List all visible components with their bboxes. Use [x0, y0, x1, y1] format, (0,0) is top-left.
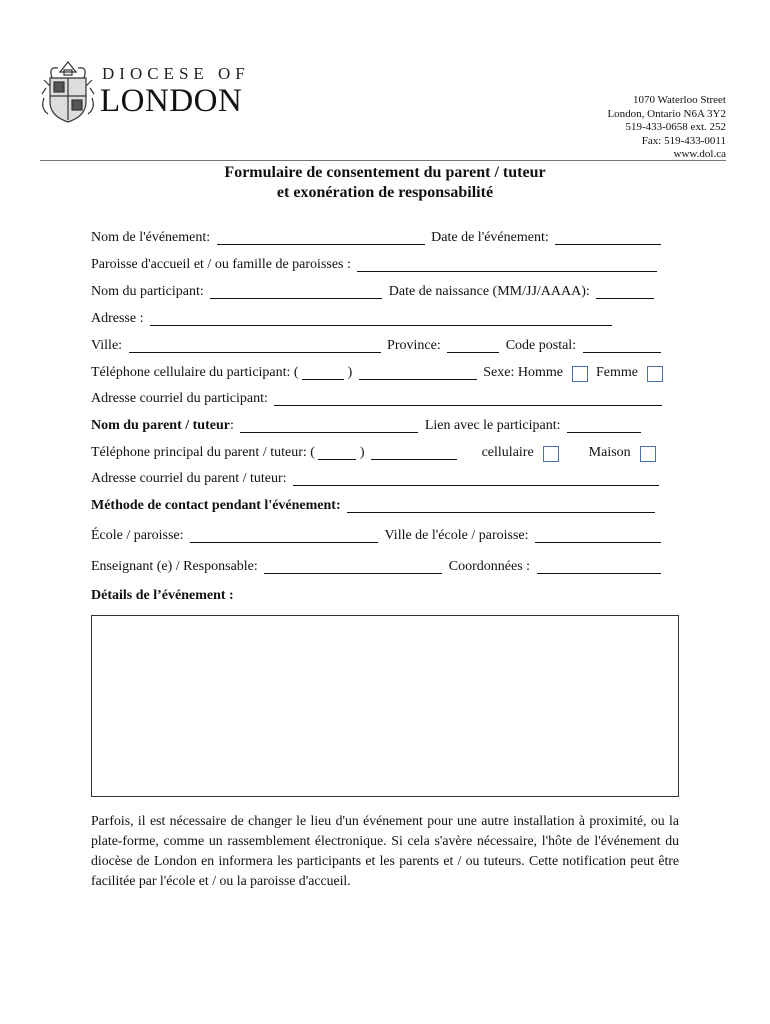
male-checkbox[interactable]	[572, 366, 588, 382]
row-participant	[91, 283, 677, 301]
form-title-line1: Formulaire de consentement du parent / tuteur	[224, 164, 546, 181]
teacher-label: Enseignant (e) / Responsable:	[91, 559, 258, 574]
address-field[interactable]	[150, 312, 612, 326]
parent-name-label: Nom du parent / tuteur	[91, 418, 230, 433]
parent-area-code-field[interactable]	[318, 446, 356, 460]
header-divider	[40, 160, 726, 161]
postal-code-label: Code postal:	[505, 338, 577, 353]
contact-method-label: Méthode de contact pendant l'événement:	[91, 498, 341, 513]
contact-method-field[interactable]	[347, 499, 655, 513]
province-label: Province:	[387, 338, 441, 353]
school-label: École / paroisse:	[91, 528, 184, 543]
parent-name-colon: :	[229, 418, 234, 433]
event-name-field[interactable]	[217, 231, 425, 245]
province-field[interactable]	[447, 339, 499, 353]
row-participant-email	[91, 390, 677, 408]
row-parent-email	[91, 470, 677, 488]
participant-cell-label: Téléphone cellulaire du participant: (	[91, 365, 299, 380]
participant-cell-field[interactable]	[359, 366, 477, 380]
row-host-parish	[91, 256, 677, 274]
city-label: Ville:	[91, 338, 123, 353]
event-details-label: Détails de l’événement :	[91, 588, 234, 603]
row-parent-phone	[91, 444, 677, 462]
participant-email-label: Adresse courriel du participant:	[91, 391, 268, 406]
row-address	[91, 310, 677, 328]
participant-area-code-field[interactable]	[302, 366, 344, 380]
notice-paragraph: Parfois, il est nécessaire de changer le lieu d'un événement pour une autre installation à proximité, ou la plate-forme, comme un rassemblement électronique. Si cela s'avère nécessaire, l'hôte de l'événement du diocèse de London en informera les participants et les parents et / ou tuteurs. Cette notification peut être facilitée par l'école et / ou la paroisse d'accueil.	[91, 813, 679, 888]
address-city: London, Ontario N6A 3Y2	[607, 107, 726, 120]
participant-email-field[interactable]	[274, 392, 662, 406]
participant-name-field[interactable]	[210, 285, 382, 299]
city-field[interactable]	[129, 339, 381, 353]
address-website[interactable]: www.dol.ca	[673, 148, 726, 161]
logo-text-main: LONDON	[100, 83, 243, 119]
row-event-details	[91, 587, 677, 605]
home-checkbox[interactable]	[640, 446, 656, 462]
event-details-box[interactable]	[91, 615, 679, 797]
coordinates-label: Coordonnées :	[448, 559, 531, 574]
parent-phone-field[interactable]	[371, 446, 457, 460]
address-street: 1070 Waterloo Street	[632, 94, 726, 106]
diocese-crest-icon	[40, 58, 96, 126]
host-parish-field[interactable]	[357, 258, 657, 272]
diocese-address	[607, 94, 726, 162]
parent-email-label: Adresse courriel du parent / tuteur:	[91, 471, 287, 486]
event-name-label: Nom de l'événement:	[91, 230, 211, 245]
row-teacher	[91, 558, 677, 576]
teacher-field[interactable]	[264, 560, 442, 574]
parent-email-field[interactable]	[293, 472, 659, 486]
cell-checkbox[interactable]	[543, 446, 559, 462]
school-city-field[interactable]	[535, 529, 661, 543]
school-field[interactable]	[190, 529, 378, 543]
cell-label: cellulaire	[481, 445, 534, 460]
event-date-field[interactable]	[555, 231, 661, 245]
paren-close: )	[347, 365, 353, 380]
row-contact-method	[91, 497, 677, 515]
host-parish-label: Paroisse d'accueil et / ou famille de paroisses :	[91, 257, 351, 272]
parent-phone-label: Téléphone principal du parent / tuteur: (	[91, 445, 315, 460]
row-school	[91, 527, 677, 545]
female-checkbox[interactable]	[647, 366, 663, 382]
logo-text-top: DIOCESE OF	[102, 64, 250, 83]
parent-name-field[interactable]	[240, 419, 418, 433]
address-phone: 519-433-0658 ext. 252	[625, 121, 726, 134]
female-label: Femme	[595, 365, 638, 380]
address-fax: Fax: 519-433-0011	[641, 134, 726, 147]
school-city-label: Ville de l'école / paroisse:	[384, 528, 529, 543]
form-title	[0, 163, 770, 203]
sex-label: Sexe: Homme	[483, 365, 563, 380]
row-event	[91, 229, 677, 247]
relationship-label: Lien avec le participant:	[424, 418, 561, 433]
address-label: Adresse :	[91, 311, 144, 326]
row-participant-phone	[91, 364, 677, 382]
home-label: Maison	[588, 445, 631, 460]
row-city	[91, 337, 677, 355]
birth-date-label: Date de naissance (MM/JJ/AAAA):	[388, 284, 590, 299]
row-parent	[91, 417, 677, 435]
diocese-logo	[40, 56, 270, 128]
coordinates-field[interactable]	[537, 560, 661, 574]
paren-close-2: )	[359, 445, 365, 460]
relationship-field[interactable]	[567, 419, 641, 433]
event-date-label: Date de l'événement:	[431, 230, 549, 245]
form-title-line2: et exonération de responsabilité	[276, 184, 494, 201]
birth-date-field[interactable]	[596, 285, 654, 299]
postal-code-field[interactable]	[583, 339, 661, 353]
participant-name-label: Nom du participant:	[91, 284, 204, 299]
